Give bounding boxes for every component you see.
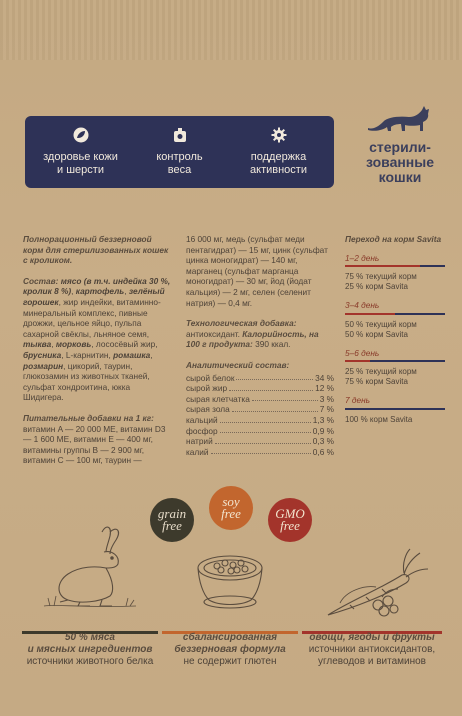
composition-text-5: , лососёвый жир,: [91, 339, 158, 350]
gmo-free-badge: [268, 498, 312, 542]
analysis-value: 34 %: [315, 372, 334, 383]
analysis-value: 7 %: [319, 404, 334, 415]
cat-title-line3: кошки: [378, 169, 422, 185]
analysis-label: фосфор: [186, 425, 218, 436]
analysis-row: [186, 394, 334, 405]
composition-bold-8: розмарин: [23, 360, 64, 371]
benefit-weight-line2: веса: [167, 164, 192, 176]
transition-ratio-bar: [345, 265, 445, 267]
transition-day-label: 5–6 день: [345, 347, 380, 358]
analysis-label: натрий: [186, 436, 213, 447]
transition-bar-savita: [395, 313, 445, 315]
weight-icon: [171, 126, 189, 144]
transition-step: [345, 395, 445, 425]
product-intro: Полнорационный беззерновой корм для стерилизованных кошек с кроликом.: [23, 234, 169, 266]
badge-gmo-line2: free: [280, 518, 300, 533]
calorie-value: 390 ккал.: [255, 339, 291, 350]
gear-icon: [270, 126, 288, 144]
analysis-row: [186, 383, 334, 394]
transition-line-2: 50 % корм Savita: [345, 329, 408, 339]
transition-line-1: 100 % корм Savita: [345, 414, 413, 424]
transition-bar-savita: [345, 408, 445, 410]
benefit-activity-line2: активности: [250, 164, 307, 176]
transition-bar-savita: [370, 360, 445, 362]
transition-line-2: 25 % корм Savita: [345, 282, 408, 292]
benefits-band: [25, 116, 334, 188]
analysis-heading: Аналитический состав:: [186, 359, 290, 370]
transition-step: [345, 253, 445, 293]
analysis-table: [186, 373, 334, 458]
dotted-leader: [211, 447, 311, 455]
tech-heading: Технологическая добавка:: [186, 318, 297, 329]
analysis-label: кальций: [186, 414, 218, 425]
analysis-row: [186, 436, 334, 447]
composition-heading: Состав:: [23, 275, 59, 286]
composition-bold-3: зелёный горошек: [23, 286, 165, 307]
cat-title-line1: стерили-: [369, 139, 431, 155]
composition-bold-4: тыква: [23, 339, 52, 350]
transition-line-1: 25 % текущий корм: [345, 367, 417, 377]
rabbit-illustration: [40, 522, 140, 612]
cat-silhouette-icon: [365, 104, 435, 134]
bottom-formula-line1: сбалансированная: [182, 632, 278, 643]
dotted-leader: [252, 394, 318, 402]
bag-crimp: [0, 0, 462, 60]
analysis-value: 3 %: [319, 393, 334, 404]
grain-free-badge: [150, 498, 194, 542]
additives-continued: 16 000 мг, медь (сульфат меди пентагидрат) — 15 мг, цинк (сульфат цинка моногидрат) — 140 мг, марганец (сульфат марганца моногидрат) — 30 мг, йод (йодат кальция) — 2 мг, селен (селенит натрия) — 0,4 мг.: [186, 234, 328, 308]
composition-bold-7: ромашка: [113, 349, 151, 360]
bottom-vegetables-line1: овощи, ягоды и фрукты: [309, 632, 435, 643]
benefit-activity: [234, 126, 324, 180]
composition-bold-2: картофель: [75, 286, 125, 297]
soy-free-badge: [209, 486, 253, 530]
cat-title-line2: зованные: [365, 154, 435, 170]
analysis-value: 1,3 %: [312, 414, 334, 425]
tech-text: антиоксидант.: [186, 328, 240, 339]
benefit-weight-line1: контроль: [156, 151, 203, 163]
composition-text-7: ,: [150, 349, 153, 360]
dotted-leader: [229, 383, 313, 391]
transition-day-label: 3–4 день: [345, 300, 380, 311]
benefit-skin-line1: здоровье кожи: [43, 151, 118, 163]
transition-step: [345, 348, 445, 388]
analysis-label: сырая зола: [186, 404, 230, 415]
transition-bar-current: [345, 313, 395, 315]
transition-day-label: 1–2 день: [345, 252, 380, 263]
leaf-icon: [72, 126, 90, 144]
analysis-row: [186, 426, 334, 437]
transition-bar-current: [345, 265, 420, 267]
dotted-leader: [220, 415, 311, 423]
analysis-label: калий: [186, 446, 209, 457]
transition-ratio-bar: [345, 360, 445, 362]
analysis-label: сырой белок: [186, 372, 235, 383]
analysis-value: 0,6 %: [312, 446, 334, 457]
analysis-row: [186, 373, 334, 384]
additives-heading: Питательные добавки на 1 кг:: [23, 412, 154, 423]
dotted-leader: [215, 436, 311, 444]
badge-grain-line1: grain: [157, 506, 187, 521]
cat-block: [352, 104, 448, 185]
transition-column: [345, 234, 445, 425]
badge-gmo-line1: GMO: [275, 506, 305, 521]
transition-steps: [345, 253, 445, 425]
benefit-weight: [135, 126, 225, 180]
nutrition-column: [186, 234, 334, 457]
bottom-formula: [162, 632, 298, 668]
composition-text-3: , жир индейки, витаминно-минеральный комплекс, пивные дрожжи, цельное яйцо, пульпа сахарной свёклы, льняное семя,: [23, 296, 161, 339]
transition-bar-current: [345, 360, 370, 362]
bottom-meat: [22, 632, 158, 668]
transition-bar-savita: [420, 265, 445, 267]
composition-text-1: ,: [71, 286, 76, 297]
badge-soy-line1: soy: [222, 494, 240, 509]
analysis-row: [186, 447, 334, 458]
badge-grain-line2: free: [162, 518, 182, 533]
cat-title: [352, 140, 448, 185]
analysis-row: [186, 415, 334, 426]
composition-text: [23, 276, 173, 403]
transition-day-label: 7 день: [345, 395, 371, 406]
composition-text-4: ,: [51, 339, 56, 350]
analysis-value: 12 %: [315, 383, 334, 394]
transition-step: [345, 300, 445, 340]
additives-text: витамин A — 20 000 МЕ, витамин D3 — 1 600 МЕ, витамин E — 400 мг, витамины группы B — 2 900 мг, витамин C — 100 мг, таурин —: [23, 423, 166, 466]
badge-soy-line2: free: [221, 506, 241, 521]
benefit-activity-line1: поддержка: [250, 151, 307, 163]
composition-bold-1: мясо (в т.ч. индейка 30 %, кролик 8 %): [23, 275, 171, 297]
composition-text-6: , L-карнитин,: [61, 349, 114, 360]
analysis-value: 0,9 %: [312, 425, 334, 436]
analysis-row: [186, 404, 334, 415]
transition-ratio-bar: [345, 313, 445, 315]
bowl-illustration: [185, 548, 275, 613]
transition-line-1: 50 % текущий корм: [345, 319, 417, 329]
dotted-leader: [236, 373, 313, 381]
composition-text-8: , цикорий, таурин, глюкозамин из животных тканей, сульфат хондроитина, юкка Шидигера.: [23, 360, 150, 403]
benefit-skin: [36, 126, 126, 180]
composition-bold-5: морковь: [55, 339, 92, 350]
transition-line-2: 75 % корм Savita: [345, 377, 408, 387]
bottom-formula-line2: беззерновая формула: [174, 644, 286, 655]
composition-text-2: ,: [124, 286, 129, 297]
benefit-skin-line2: и шерсти: [57, 164, 104, 176]
composition-bold-6: брусника: [23, 349, 62, 360]
bottom-vegetables-line2: источники антиоксидантов,: [308, 644, 436, 655]
transition-heading: Переход на корм Savita: [345, 234, 442, 244]
transition-line-1: 75 % текущий корм: [345, 272, 417, 282]
analysis-label: сырая клетчатка: [186, 393, 250, 404]
bottom-meat-line3: источники животного белка: [26, 656, 154, 667]
bottom-vegetables-line3: углеводов и витаминов: [317, 656, 426, 667]
dotted-leader: [220, 426, 311, 434]
composition-column: [23, 234, 173, 466]
transition-ratio-bar: [345, 408, 445, 410]
bottom-meat-line2: и мясных ингредиентов: [27, 644, 153, 655]
analysis-label: сырой жир: [186, 383, 228, 394]
bottom-formula-line3: не содержит глютен: [183, 656, 277, 667]
dotted-leader: [232, 404, 318, 412]
bottom-meat-line1: 50 % мяса: [65, 632, 115, 643]
tech-additive: [186, 318, 334, 350]
analysis-value: 0,3 %: [312, 436, 334, 447]
vegetables-illustration: [320, 545, 430, 625]
bottom-vegetables: [302, 632, 442, 668]
calorie-heading: Калорийность, на 100 г продукта:: [186, 328, 319, 350]
